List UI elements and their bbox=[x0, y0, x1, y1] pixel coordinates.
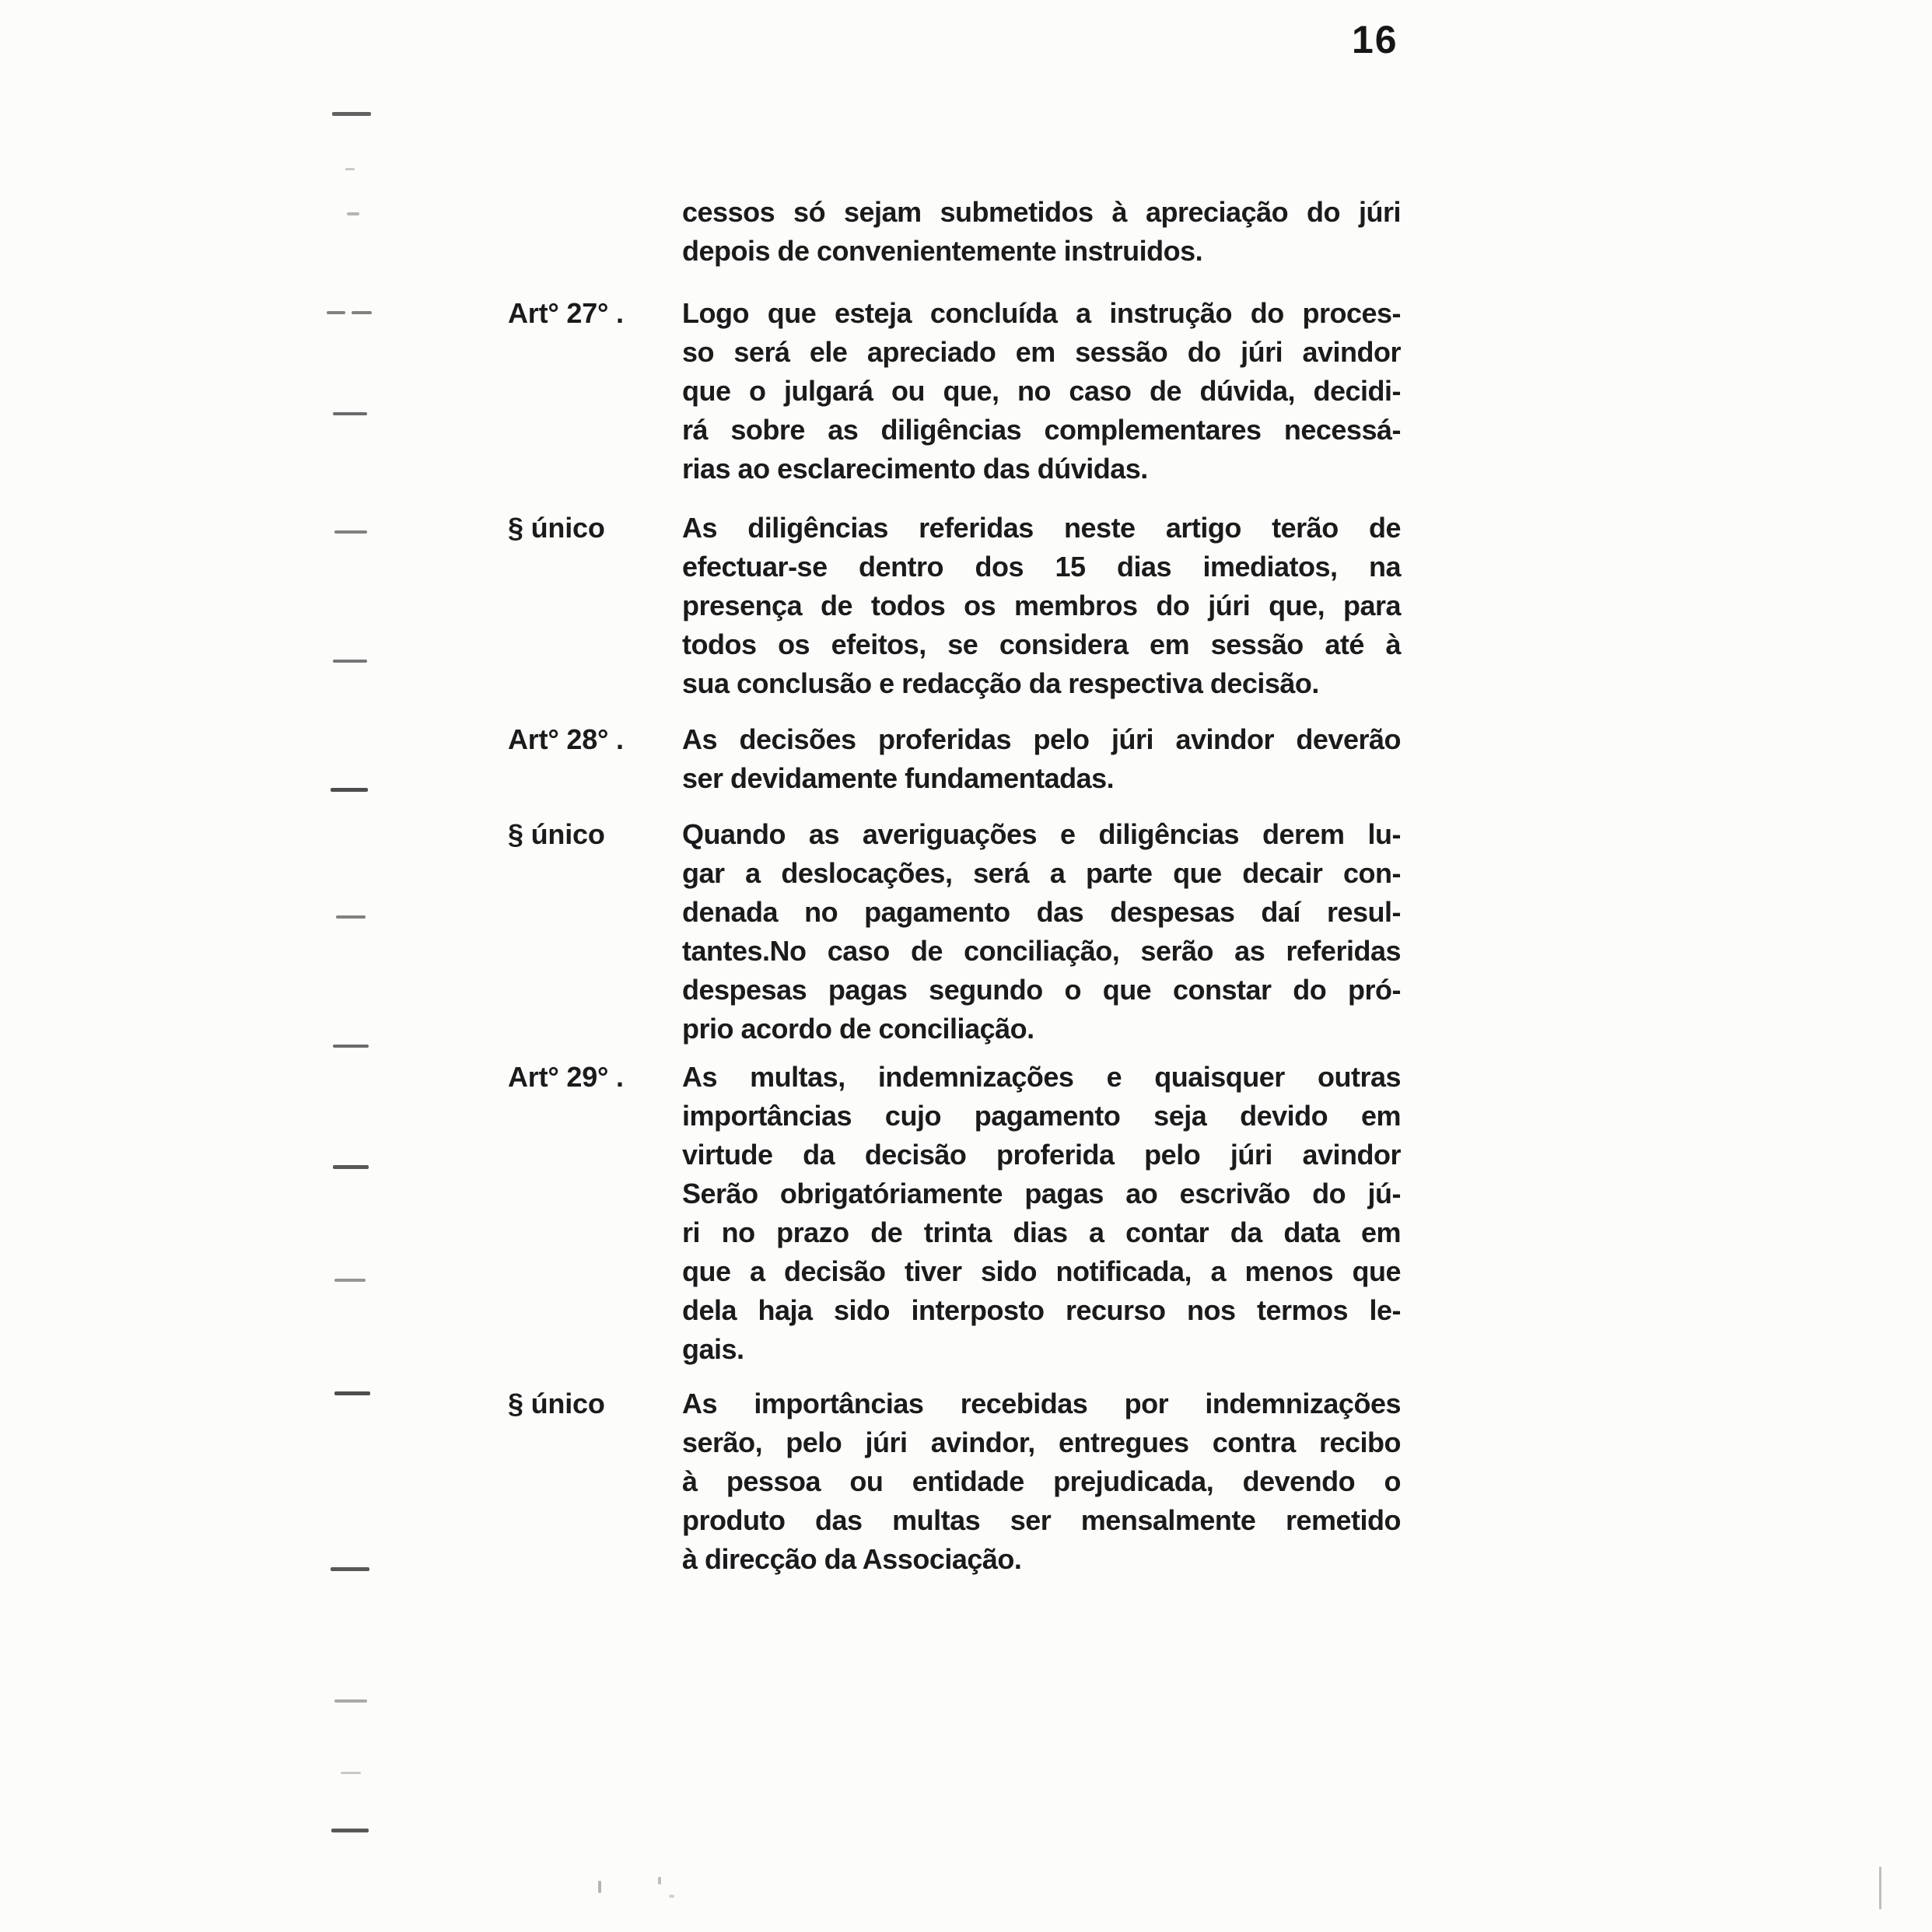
article-row bbox=[508, 720, 1426, 798]
continuation-row bbox=[508, 193, 1426, 271]
scan-artifact-speck bbox=[598, 1881, 601, 1893]
article-row bbox=[508, 1384, 1426, 1579]
article-label: § único bbox=[508, 1388, 605, 1419]
article-row bbox=[508, 815, 1426, 1048]
text-line: efectuar-se dentro dos 15 dias imediatos, na bbox=[682, 551, 1401, 583]
scan-artifact-dash bbox=[336, 915, 366, 919]
text-line: despesas pagas segundo o que constar do pró- bbox=[682, 974, 1401, 1006]
document-text-block bbox=[508, 193, 1426, 1579]
scan-artifact-dot bbox=[345, 168, 355, 170]
paragraph-text bbox=[682, 720, 1401, 798]
scan-artifact-dash bbox=[334, 1699, 367, 1703]
article-label: § único bbox=[508, 818, 605, 850]
paragraph-text bbox=[682, 1384, 1401, 1579]
scan-artifact-edge-mark bbox=[1879, 1867, 1881, 1909]
scan-artifact-dash bbox=[332, 112, 371, 116]
scan-artifact-dash bbox=[347, 212, 359, 215]
text-line: denada no pagamento das despesas daí resul- bbox=[682, 896, 1401, 928]
text-line: gais. bbox=[682, 1333, 744, 1365]
article-row bbox=[508, 294, 1426, 488]
scan-artifact-speck bbox=[669, 1895, 674, 1898]
text-line: As importâncias recebidas por indemnizações bbox=[682, 1388, 1401, 1419]
article-label: § único bbox=[508, 512, 605, 544]
text-line: serão, pelo júri avindor, entregues contra recibo bbox=[682, 1426, 1401, 1458]
text-line: à pessoa ou entidade prejudicada, devendo o bbox=[682, 1465, 1401, 1497]
article-row bbox=[508, 1058, 1426, 1369]
text-line: rá sobre as diligências complementares necessá- bbox=[682, 414, 1401, 446]
article-label: Art° 29° . bbox=[508, 1061, 624, 1093]
text-line: cessos só sejam submetidos à apreciação do júri bbox=[682, 196, 1401, 228]
scan-artifact-dash bbox=[334, 1279, 366, 1282]
article-label: Art° 27° . bbox=[508, 297, 624, 329]
text-line: ser devidamente fundamentadas. bbox=[682, 762, 1115, 794]
text-line: Quando as averiguações e diligências derem lu- bbox=[682, 818, 1401, 850]
page-number: 16 bbox=[1352, 18, 1398, 61]
scan-artifact-dash bbox=[334, 1391, 370, 1395]
scan-artifact-dash bbox=[333, 1045, 369, 1048]
scan-artifact-dash bbox=[352, 311, 372, 314]
paragraph-text bbox=[682, 193, 1401, 271]
text-line: ri no prazo de trinta dias a contar da data em bbox=[682, 1216, 1401, 1248]
text-line: à direcção da Associação. bbox=[682, 1543, 1022, 1575]
text-line: sua conclusão e redacção da respectiva decisão. bbox=[682, 667, 1319, 699]
paragraph-text bbox=[682, 1058, 1401, 1369]
scan-artifact-dash bbox=[327, 311, 345, 314]
text-line: As multas, indemnizações e quaisquer outras bbox=[682, 1061, 1401, 1093]
text-line: prio acordo de conciliação. bbox=[682, 1013, 1034, 1045]
scan-artifact-dash bbox=[333, 412, 367, 415]
text-line: que o julgará ou que, no caso de dúvida, decidi- bbox=[682, 375, 1401, 407]
text-line: importâncias cujo pagamento seja devido em bbox=[682, 1100, 1401, 1132]
text-line: todos os efeitos, se considera em sessão até à bbox=[682, 628, 1401, 660]
paragraph-text bbox=[682, 294, 1401, 488]
article-label: Art° 28° . bbox=[508, 723, 624, 755]
text-line: so será ele apreciado em sessão do júri avindor bbox=[682, 336, 1401, 368]
text-line: produto das multas ser mensalmente remetido bbox=[682, 1504, 1401, 1536]
text-line: tantes.No caso de conciliação, serão as referidas bbox=[682, 935, 1401, 967]
scan-artifact-dash bbox=[334, 530, 367, 534]
text-line: rias ao esclarecimento das dúvidas. bbox=[682, 453, 1148, 485]
text-line: gar a deslocações, será a parte que decair con- bbox=[682, 857, 1401, 889]
text-line: Serão obrigatóriamente pagas ao escrivão do jú- bbox=[682, 1178, 1401, 1209]
scan-artifact-speck bbox=[658, 1877, 661, 1885]
paragraph-text bbox=[682, 815, 1401, 1048]
scan-artifact-dash bbox=[333, 1165, 369, 1169]
text-line: que a decisão tiver sido notificada, a menos que bbox=[682, 1255, 1401, 1287]
scan-artifact-dash bbox=[331, 1567, 369, 1571]
text-line: depois de convenientemente instruidos. bbox=[682, 235, 1203, 267]
paragraph-text bbox=[682, 509, 1401, 703]
text-line: As decisões proferidas pelo júri avindor deverão bbox=[682, 723, 1401, 755]
text-line: virtude da decisão proferida pelo júri avindor bbox=[682, 1139, 1401, 1171]
text-line: As diligências referidas neste artigo terão de bbox=[682, 512, 1401, 544]
scan-artifact-dash bbox=[333, 660, 367, 663]
text-line: Logo que esteja concluída a instrução do proces- bbox=[682, 297, 1401, 329]
article-row bbox=[508, 509, 1426, 703]
text-line: presença de todos os membros do júri que, para bbox=[682, 590, 1401, 621]
text-line: dela haja sido interposto recurso nos termos le- bbox=[682, 1294, 1401, 1326]
scan-artifact-dots bbox=[341, 1772, 361, 1774]
scan-artifact-dash bbox=[331, 1829, 369, 1832]
scan-artifact-dash bbox=[331, 788, 368, 792]
